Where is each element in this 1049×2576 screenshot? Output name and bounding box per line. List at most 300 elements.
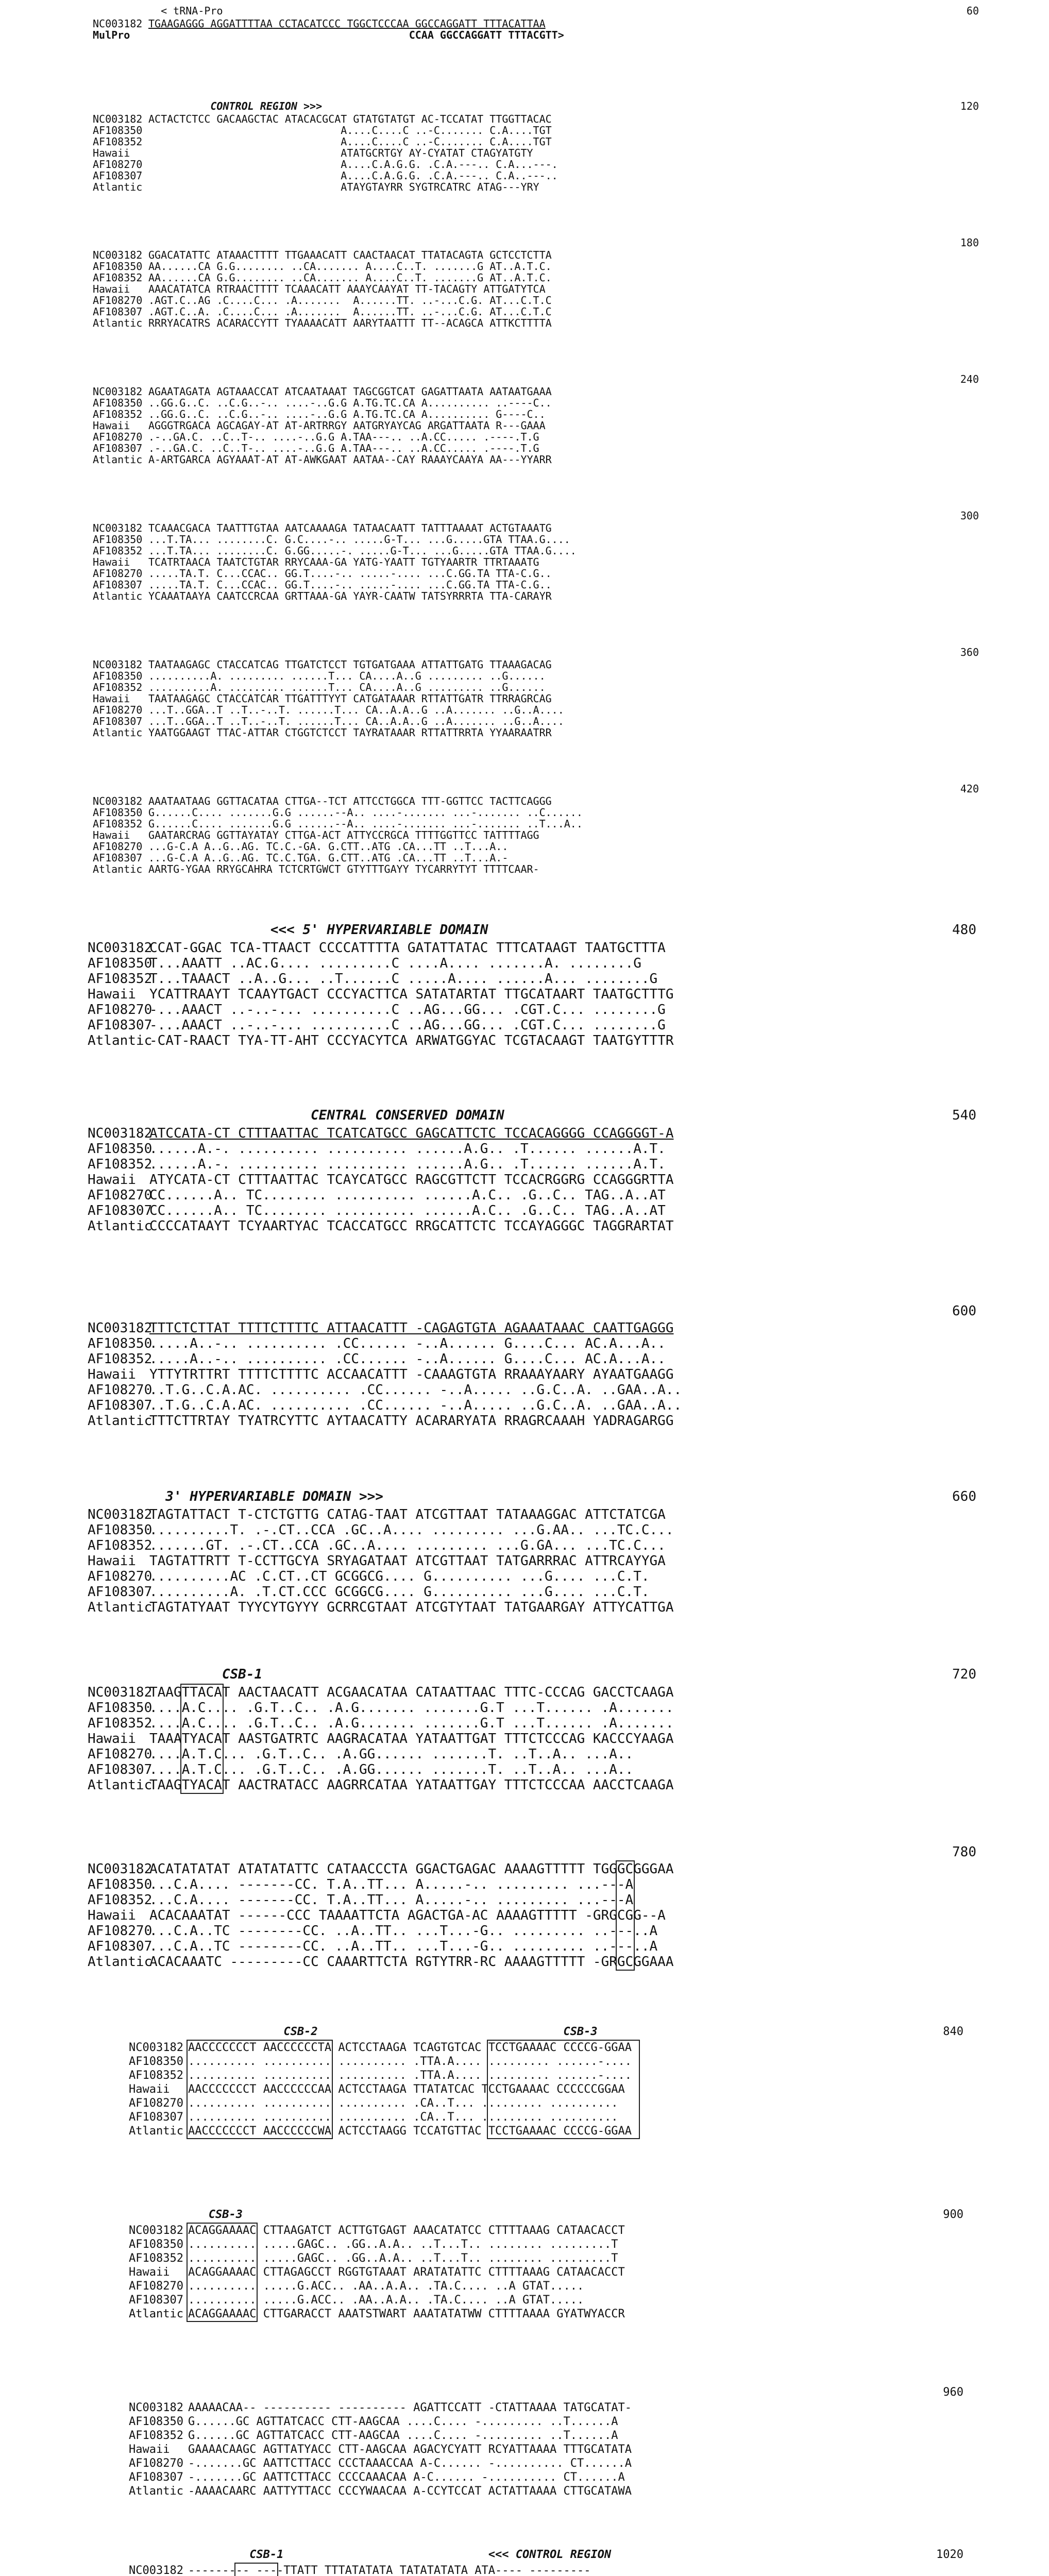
sequence-text: GGACATATTC ATAAACTTTT TTGAAACATT CAACTAACAT TTATACAGTA GCTCCTCTTA [148,249,552,262]
position-number: 1020 [936,2548,963,2561]
sequence-text: ...T..GGA..T ..T..-..T. ......T... CA..A.A..G ..A....... ..G..A.... [148,704,564,717]
sequence-name: AF108270 [129,2097,183,2110]
sequence-text: ....A.T.C... .G.T..C.. .A.GG...... .......T. ..T..A.. ...A.. [149,1761,634,1777]
sequence-row [0,2456,1049,2470]
sequence-text: YTTYTRTTRT TTTTCTTTTC ACCAACATTT -CAAAGTGTA RRAAAYAARY AYAATGAAGG [149,1367,674,1382]
sequence-name: NC003182 [93,18,143,30]
sequence-row [0,181,1049,193]
sequence-name: AF108307 [88,1939,153,1954]
sequence-row [0,2429,1049,2443]
sequence-row [0,1203,1049,1218]
sequence-text: ACAGGAAAAC CTTAAGATCT ACTTGTGAGT AAACATATCC CTTTTAAAG CATAACACCT [188,2224,625,2238]
sequence-name: AF108270 [88,1923,153,1939]
sequence-text: AGGGTRGACA AGCAGAY-AT AT-ARTRRGY AATGRYAYCAG ARGATTAATA R---GAAA [148,419,546,432]
sequence-text: .....TA.T. C...CCAC.. GG.T....-.. .....-.... ...C.GG.TA TTA-C.G.. [148,579,552,591]
sequence-text: -...AAACT ..-..-... ..........C ..AG...GG... .CGT.C... ........G [149,1002,666,1018]
sequence-row [0,1716,1049,1731]
sequence-name: AF108350 [88,1700,153,1716]
sequence-text: ..GG.G..C. ..C.G..-.. ....-..G.G A.TG.TC.CA A.......... G----C.. [148,408,546,421]
sequence-text: ....A.T.C... .G.T..C.. .A.GG...... .......T. ..T..A.. ...A.. [149,1746,634,1762]
sequence-row [0,556,1049,568]
position-number: 660 [952,1489,976,1504]
sequence-name: AF108307 [93,170,143,182]
sequence-row [0,1413,1049,1429]
sequence-text: ATATGCRTGY AY-CYATAT CTAGYATGTY [148,147,533,160]
position-number: 480 [952,922,976,938]
sequence-name: AF108350 [88,955,153,971]
sequence-row [0,2470,1049,2484]
sequence-text: ..T.G..C.A.AC. .......... .CC...... -..A..... ..G.C..A. ..GAA..A.. [149,1398,682,1413]
position-number: 420 [960,783,979,795]
sequence-name: Hawaii [88,1731,136,1747]
sequence-text: CCAT-GGAC TCA-TTAACT CCCCATTTTA GATATTATAC TTTCATAAGT TAATGCTTTA [149,940,666,956]
sequence-name: NC003182 [129,2401,183,2414]
region-label: CSB-3 [563,2025,598,2038]
sequence-text: ACACAAATC ---------CC CAAARTTCTA RGTYTRR-RC AAAAGTTTTT -GRGCGGAAA [149,1954,674,1970]
sequence-text: TAGTATYAAT TYYCYTGYYY GCRRCGTAAT ATCGTYTAAT TATGAARGAY ATTYCATTGA [149,1599,674,1615]
sequence-row [0,1141,1049,1157]
sequence-name: Atlantic [93,863,143,876]
sequence-name: AF108307 [88,1584,153,1600]
sequence-name: Atlantic [129,2125,183,2138]
sequence-name: AF108350 [88,1141,153,1157]
sequence-row [0,306,1049,317]
sequence-row [0,1861,1049,1877]
sequence-name: AF108270 [88,1568,153,1584]
sequence-row [0,1398,1049,1413]
sequence-text: ..GG.G..C. ..C.G..-.. ....-..G.G A.TG.TC.CA A.......... ..----C.. [148,397,552,410]
sequence-name: AF108307 [88,1017,153,1033]
sequence-name: AF108350 [93,533,143,546]
sequence-row [0,1731,1049,1747]
sequence-text: YCAAATAAYA CAATCCRCAA GRTTAAA-GA YAYR-CAATW TATSYRRRTA TTA-CARAYR [148,590,552,603]
sequence-name: Hawaii [88,986,136,1002]
sequence-row [0,261,1049,272]
sequence-row [0,1172,1049,1188]
sequence-text: .....A..-.. .......... .CC...... -..A...... G....C... AC.A...A.. [149,1336,666,1351]
sequence-name: AF108350 [93,670,143,683]
sequence-name: AF108270 [129,2456,183,2470]
sequence-name: AF108270 [88,1002,153,1018]
sequence-row [0,18,1049,29]
sequence-row [0,147,1049,159]
sequence-name: NC003182 [129,2224,183,2238]
sequence-row [0,670,1049,682]
sequence-name: AF108307 [93,306,143,318]
sequence-name: AF108350 [93,397,143,410]
sequence-row [0,1018,1049,1033]
sequence-row [0,863,1049,875]
sequence-row [0,1522,1049,1538]
sequence-row [0,659,1049,670]
sequence-text: .AGT.C..A. .C....C... .A....... A......TT. ..-...C.G. AT...C.T.C [148,306,552,318]
sequence-text: ..........A. ......... ......T... CA....A..G ......... ..G...... [148,670,546,683]
sequence-row [0,386,1049,397]
sequence-name: Atlantic [93,317,143,330]
position-number: 240 [960,373,979,385]
sequence-name: Atlantic [129,2308,183,2321]
sequence-row [0,1700,1049,1716]
sequence-name: Atlantic [88,1954,153,1970]
sequence-name: Atlantic [88,1218,153,1234]
sequence-name: AF108350 [129,2055,183,2069]
sequence-text: ACACAAATAT ------CCC TAAAATTCTA AGACTGA-AC AAAAGTTTTT -GRGCGG--A [149,1908,666,1923]
sequence-name: AF108307 [93,715,143,728]
sequence-row [0,807,1049,818]
sequence-text: ACTACTCTCC GACAAGCTAC ATACACGCAT GTATGTATGT AC-TCCATAT TTGGTTACAC [148,113,552,126]
sequence-text: ...T.TA... ........C. G.GG.....-. .....G-T... ...G.....GTA TTAA.G.... [148,545,577,557]
sequence-row [0,1320,1049,1336]
sequence-name: NC003182 [93,249,143,262]
sequence-name: AF108307 [88,1202,153,1218]
sequence-name: AF108352 [88,1715,153,1731]
sequence-name: AF108270 [93,158,143,171]
sequence-row [0,1685,1049,1700]
sequence-text: A-ARTGARCA AGYAAAT-AT AT-AWKGAAT AATAA--CAY RAAAYCAAYA AA---YYARR [148,453,552,466]
sequence-row [0,795,1049,807]
sequence-text: -.......GC AATTCTTACC CCCCAAACAA A-C...... -.......... CT......A [188,2470,625,2484]
sequence-text: ATCCATA-CT CTTTAATTAC TCATCATGCC GAGCATTCTC TCCACAGGGG CCAGGGGT-A [149,1125,674,1141]
sequence-row [0,682,1049,693]
sequence-row [0,397,1049,409]
sequence-row [0,1538,1049,1553]
sequence-name: AF108307 [129,2294,183,2307]
sequence-row [0,704,1049,716]
sequence-row [0,2293,1049,2307]
sequence-row [0,443,1049,454]
sequence-name: NC003182 [129,2564,183,2576]
sequence-text: .......... .....GAGC.. .GG..A.A.. ..T...T.. ........ .........T [188,2238,618,2251]
sequence-row [0,1507,1049,1522]
sequence-text: ....A.C.... .G.T..C.. .A.G....... .......G.T ...T...... .A....... [149,1700,674,1716]
sequence-text: AACCCCCCCT AACCCCCCWA ACTCCTAAGG TCCATGTTAC TCCTGAAAAC CCCCG-GGAA [188,2125,632,2138]
sequence-name: Hawaii [93,692,130,705]
sequence-text: ...T.TA... ........C. G.C....-.. .....G-T... ...G.....GTA TTAA.G.... [148,533,570,546]
sequence-text: AAAAACAA-- ---------- ---------- AGATTCCATT -CTATTAAAA TATGCATAT- [188,2401,632,2414]
sequence-row [0,1908,1049,1923]
sequence-text: .-..GA.C. ..C..T-.. ....-..G.G A.TAA---.. ..A.CC..... .----.T.G [148,431,539,444]
sequence-row [0,170,1049,181]
sequence-name: AF108270 [93,431,143,444]
sequence-row [0,113,1049,125]
region-label: CSB-1 [222,1667,263,1682]
sequence-row [0,1002,1049,1018]
sequence-text: TAAGTTACAT AACTAACATT ACGAACATAA CATAATTAAC TTTC-CCCAG GACCTCAAGA [149,1684,674,1700]
sequence-name: AF108270 [88,1382,153,1398]
sequence-row [0,1747,1049,1762]
sequence-row [0,431,1049,443]
sequence-row [0,317,1049,329]
position-number: 120 [960,100,979,112]
position-number: 300 [960,510,979,522]
sequence-text: G......GC AGTTATCACC CTT-AAGCAA ....C.... -......... ..T......A [188,2429,618,2442]
sequence-row [0,716,1049,727]
sequence-text: CCCCATAAYT TCYAARTYAC TCACCATGCC RRGCATTCTC TCCAYAGGGC TAGGRARTAT [149,1218,674,1234]
sequence-row [0,727,1049,738]
sequence-row [0,1351,1049,1367]
sequence-name: AF108352 [129,2069,183,2082]
sequence-text: AA......CA G.G........ ..CA....... A....C..T. .......G AT..A.T.C. [148,272,552,284]
sequence-text: CC......A.. TC........ .......... ......A.C.. .G..C.. TAG..A..AT [149,1187,666,1203]
sequence-text: ACAGGAAAAC CTTAGAGCCT RGGTGTAAAT ARATATATTC CTTTTAAAG CATAACACCT [188,2266,625,2279]
region-label: < tRNA-Pro [161,5,223,17]
sequence-row [0,2564,1049,2576]
position-number: 60 [966,5,979,17]
conserved-block-box [234,2563,278,2576]
sequence-text: .....TA.T. C...CCAC.. GG.T....-.. .....-.... ...C.GG.TA TTA-C.G.. [148,567,552,580]
sequence-name: AF108350 [93,806,143,819]
sequence-text: AGAATAGATA AGTAAACCAT ATCAATAAAT TAGCGGTCAT GAGATTAATA AATAATGAAA [148,385,552,398]
conserved-block-box [180,1684,224,1794]
sequence-name: NC003182 [88,1320,153,1336]
sequence-text: .......... .......... .......... .CA..T... ......... .......... [188,2111,618,2124]
sequence-name: AF108352 [129,2252,183,2265]
sequence-row [0,2265,1049,2279]
sequence-name: NC003182 [129,2041,183,2055]
sequence-text: TGAAGAGGG AGGATTTTAA CCTACATCCC TGGCTCCCAA GGCCAGGATT TTTACATTAA [148,18,546,30]
sequence-name: AF108350 [88,1522,153,1538]
sequence-name: Hawaii [93,283,130,296]
sequence-name: Hawaii [93,556,130,569]
sequence-text: AACCCCCCCT AACCCCCCTA ACTCCTAAGA TCAGTGTCAC TCCTGAAAAC CCCCG-GGAA [188,2041,632,2055]
sequence-text: A....C.A.G.G. .C.A.---.. C.A..---.. [148,170,558,182]
position-number: 360 [960,646,979,658]
sequence-name: AF108350 [129,2238,183,2251]
sequence-text: AA......CA G.G........ ..CA....... A....C..T. .......G AT..A.T.C. [148,260,552,273]
sequence-name: Hawaii [88,1553,136,1569]
sequence-text: -CAT-RAACT TYA-TT-AHT CCCYACYTCA ARWATGGYAC TCGTACAAGT TAATGYTTTR [149,1032,674,1048]
sequence-row [0,125,1049,136]
sequence-text: YAATGGAAGT TTAC-ATTAR CTGGTCTCCT TAYRATAAAR RTTATTRRTA YYAARAATRR [148,726,552,739]
sequence-row [0,1584,1049,1600]
sequence-row [0,249,1049,261]
sequence-row [0,1367,1049,1382]
sequence-row [0,534,1049,545]
sequence-text: TCATRTAACA TAATCTGTAR RRYCAAA-GA YATG-YAATT TGTYAARTR TTRTAAATG [148,556,539,569]
sequence-row [0,1336,1049,1351]
sequence-text: .AGT.C..AG .C....C... .A....... A......TT. ..-...C.G. AT...C.T.C [148,294,552,307]
sequence-row [0,2238,1049,2251]
sequence-name: AF108350 [88,1877,153,1892]
sequence-text: ......A.-. .......... .......... ......A.G.. .T...... ......A.T. [149,1141,666,1157]
sequence-name: NC003182 [88,1506,153,1522]
position-number: 540 [952,1108,976,1123]
sequence-row [0,940,1049,956]
sequence-text: GAATARCRAG GGTTAYATAY CTTGA-ACT ATTYCCRGCA TTTTGGTTCC TATTTTAGG [148,829,539,842]
sequence-name: AF108307 [93,852,143,865]
sequence-row [0,1382,1049,1398]
sequence-text: TAAATYACAT AASTGATRTC AAGRACATAA YATAATTGAT TTTCTCCCAG KACCCYAAGA [149,1731,674,1747]
sequence-text: -AAAACAARC AATTYTTACC CCCYWAACAA A-CCYTCCAT ACTATTAAAA CTTGCATAWA [188,2484,632,2498]
sequence-text: TAAGTYACAT AACTRATACC AAGRRCATAA YATAATTGAY TTTCTCCCAA AACCTCAAGA [149,1777,674,1793]
sequence-name: Atlantic [129,2484,183,2498]
region-label: CSB-3 [208,2208,243,2221]
sequence-name: AF108270 [93,840,143,853]
sequence-name: AF108270 [88,1187,153,1203]
sequence-text: -.......GC AATTCTTACC CCCTAAACCAA A-C...... -.......... CT......A [188,2456,632,2470]
sequence-row [0,829,1049,841]
sequence-name: Atlantic [88,1413,153,1429]
sequence-name: AF108352 [88,1351,153,1367]
sequence-text: .-..GA.C. ..C..T-.. ....-..G.G A.TAA---.. ..A.CC..... .----.T.G [148,442,539,455]
position-number: 960 [943,2386,963,2399]
sequence-text: ..........T. .-.CT..CCA .GC..A.... ......... ...G.AA.. ...TC.C... [149,1522,674,1538]
sequence-row [0,1777,1049,1793]
sequence-text: ...G-C.A A..G..AG. TC.C.TGA. G.CTT..ATG .CA...TT ..T...A.- [148,852,509,865]
sequence-text: .......... .....GAGC.. .GG..A.A.. ..T...T.. ........ .........T [188,2252,618,2265]
sequence-row [0,295,1049,306]
sequence-name: Hawaii [88,1908,136,1923]
sequence-row [0,2415,1049,2429]
sequence-text: AACCCCCCCT AACCCCCCAA ACTCCTAAGA TTATATCAC TCCTGAAAAC CCCCCCGGAA [188,2083,625,2096]
sequence-text: G......C.... .......G.G ......--A.. ....-....... ...-....... ..C...... [148,806,583,819]
sequence-text: ACATATATAT ATATATATTC CATAACCCTA GGACTGAGAC AAAAGTTTTT TGGGCGGGAA [149,1861,674,1877]
sequence-name: Atlantic [93,590,143,603]
sequence-name: AF108270 [93,294,143,307]
sequence-name: AF108352 [88,1156,153,1172]
sequence-name: NC003182 [88,1861,153,1877]
sequence-text: .......... .......... .......... .TTA.A.... ......... ......-.... [188,2069,632,2082]
sequence-text: TCAAACGACA TAATTTGTAA AATCAAAAGA TATAACAATT TATTTAAAAT ACTGTAAATG [148,522,552,535]
sequence-text: ...T..GGA..T ..T..-..T. ......T... CA..A.A..G ..A....... ..G..A.... [148,715,564,728]
sequence-text: -...AAACT ..-..-... ..........C ..AG...GG... .CGT.C... ........G [149,1017,666,1033]
sequence-name: AF108352 [93,408,143,421]
sequence-name: AF108270 [93,567,143,580]
sequence-name: Hawaii [129,2443,170,2456]
sequence-text: A....C.A.G.G. .C.A.---.. C.A...---. [148,158,558,171]
sequence-name: Hawaii [93,147,130,160]
sequence-row [0,1939,1049,1954]
sequence-name: NC003182 [88,940,153,956]
sequence-name: NC003182 [93,795,143,808]
sequence-text: ..........AC .C.CT..CT GCGGCG.... G.......... ...G.... ...C.T. [149,1568,650,1584]
region-label: 3' HYPERVARIABLE DOMAIN >>> [165,1489,383,1504]
sequence-name: Atlantic [88,1599,153,1615]
region-label: CSB-1 [249,2548,284,2561]
sequence-name: AF108307 [93,442,143,455]
sequence-row [0,568,1049,579]
sequence-text: .......GT. .-.CT..CCA .GC..A.... ......... ...G.GA... ...TC.C... [149,1537,666,1553]
sequence-text: AARTG-YGAA RRYGCAHRA TCTCRTGWCT GTYTTTGAYY TYCARRYTYT TTTTCAAR- [148,863,539,876]
sequence-text: YCATTRAAYT TCAAYTGACT CCCYACTTCA SATATARTAT TTGCATAART TAATGCTTTG [149,986,674,1002]
sequence-name: AF108270 [88,1746,153,1762]
sequence-text: RRRYACATRS ACARACCYTT TYAAAACATT AARYTAATTT TT--ACAGCA ATTKCTTTTA [148,317,552,330]
sequence-row [0,841,1049,852]
region-label: <<< CONTROL REGION [488,2548,612,2561]
sequence-row [0,2443,1049,2456]
region-label: CENTRAL CONSERVED DOMAIN [311,1108,504,1123]
sequence-row [0,818,1049,829]
sequence-name: AF108352 [88,1892,153,1908]
sequence-row [0,987,1049,1002]
position-number: 840 [943,2025,963,2038]
sequence-text: T...TAAACT ..A..G... ..T......C .....A.... ......A... ........G [149,971,658,987]
sequence-name: Atlantic [93,453,143,466]
sequence-text: CC......A.. TC........ .......... ......A.C.. .G..C.. TAG..A..AT [149,1202,666,1218]
sequence-text: --------- ----TTATT TTTATATATA TATATATATA ATA---- --------- [188,2564,591,2576]
sequence-row [0,29,1049,41]
sequence-row [0,1892,1049,1908]
sequence-row [0,1877,1049,1892]
sequence-row [0,454,1049,465]
sequence-text: TAATAAGAGC CTACCATCAR TTGATTTYYT CATGATAAAR RTTATTGATR TTRRAGRCAG [148,692,552,705]
position-number: 780 [952,1844,976,1860]
conserved-block-box [616,1860,635,1971]
sequence-name: AF108352 [93,681,143,694]
sequence-text: GAAAACAAGC AGTTATYACC CTT-AAGCAA AGACYCYATT RCYATTAAAA TTTGCATATA [188,2443,632,2456]
sequence-row [0,693,1049,704]
sequence-row [0,956,1049,971]
sequence-name: NC003182 [93,522,143,535]
sequence-name: NC003182 [88,1125,153,1141]
sequence-row [0,2251,1049,2265]
sequence-row [0,545,1049,556]
sequence-row [0,1923,1049,1939]
sequence-row [0,2484,1049,2498]
sequence-row [0,283,1049,295]
sequence-name: Hawaii [129,2083,170,2096]
sequence-text: ACAGGAAAAC CTTGARACCT AAATSTWART AAATATATWW CTTTTAAAA GYATWYACCR [188,2308,625,2321]
sequence-name: AF108270 [129,2280,183,2293]
position-number: 180 [960,236,979,249]
sequence-name: Hawaii [129,2266,170,2279]
sequence-text: .......... .......... .......... .CA..T... ......... .......... [188,2097,618,2110]
sequence-row [0,590,1049,602]
sequence-name: AF108350 [129,2415,183,2428]
sequence-name: Hawaii [93,829,130,842]
sequence-row [0,1157,1049,1172]
sequence-row [0,852,1049,863]
sequence-row [0,971,1049,987]
sequence-name: Atlantic [93,726,143,739]
sequence-text: CCAA GGCCAGGATT TTTACGTT> [148,29,564,42]
sequence-text: .......... .......... .......... .TTA.A.... ......... ......-.... [188,2055,632,2069]
sequence-name: AF108352 [88,1537,153,1553]
region-label: CSB-2 [283,2025,318,2038]
sequence-row [0,1126,1049,1141]
region-label: <<< 5' HYPERVARIABLE DOMAIN [270,922,488,938]
sequence-row [0,522,1049,534]
sequence-text: A....C....C ..-C....... C.A....TGT [148,135,552,148]
sequence-name: AF108350 [93,260,143,273]
sequence-text: ....A.C.... .G.T..C.. .A.G....... .......G.T ...T...... .A....... [149,1715,674,1731]
sequence-row [0,159,1049,170]
conserved-block-box [187,2040,333,2139]
sequence-text: TAATAAGAGC CTACCATCAG TTGATCTCCT TGTGATGAAA ATTATTGATG TTAAAGACAG [148,658,552,671]
sequence-row [0,136,1049,147]
sequence-name: Atlantic [88,1777,153,1793]
sequence-text: ATYCATA-CT CTTTAATTAC TCAYCATGCC RAGCGTTCTT TCCACRGGRG CCAGGGRTTA [149,1172,674,1188]
sequence-row [0,1033,1049,1048]
sequence-name: AF108350 [93,124,143,137]
sequence-row [0,2307,1049,2321]
sequence-row [0,1188,1049,1203]
sequence-name: AF108352 [93,545,143,557]
sequence-name: Atlantic [93,181,143,194]
position-number: 900 [943,2208,963,2221]
sequence-name: NC003182 [88,1684,153,1700]
position-number: 720 [952,1667,976,1682]
position-number: 600 [952,1303,976,1319]
sequence-row [0,1218,1049,1234]
sequence-text: TAGTATTRTT T-CCTTGCYA SRYAGATAAT ATCGTTAAT TATGARRRAC ATTRCAYYGA [149,1553,666,1569]
conserved-block-box [487,2040,640,2139]
sequence-name: NC003182 [93,658,143,671]
sequence-name: AF108307 [88,1761,153,1777]
sequence-name: MulPro [93,29,130,42]
sequence-text: ..........A. ......... ......T... CA....A..G ......... ..G...... [148,681,546,694]
sequence-row [0,2279,1049,2293]
